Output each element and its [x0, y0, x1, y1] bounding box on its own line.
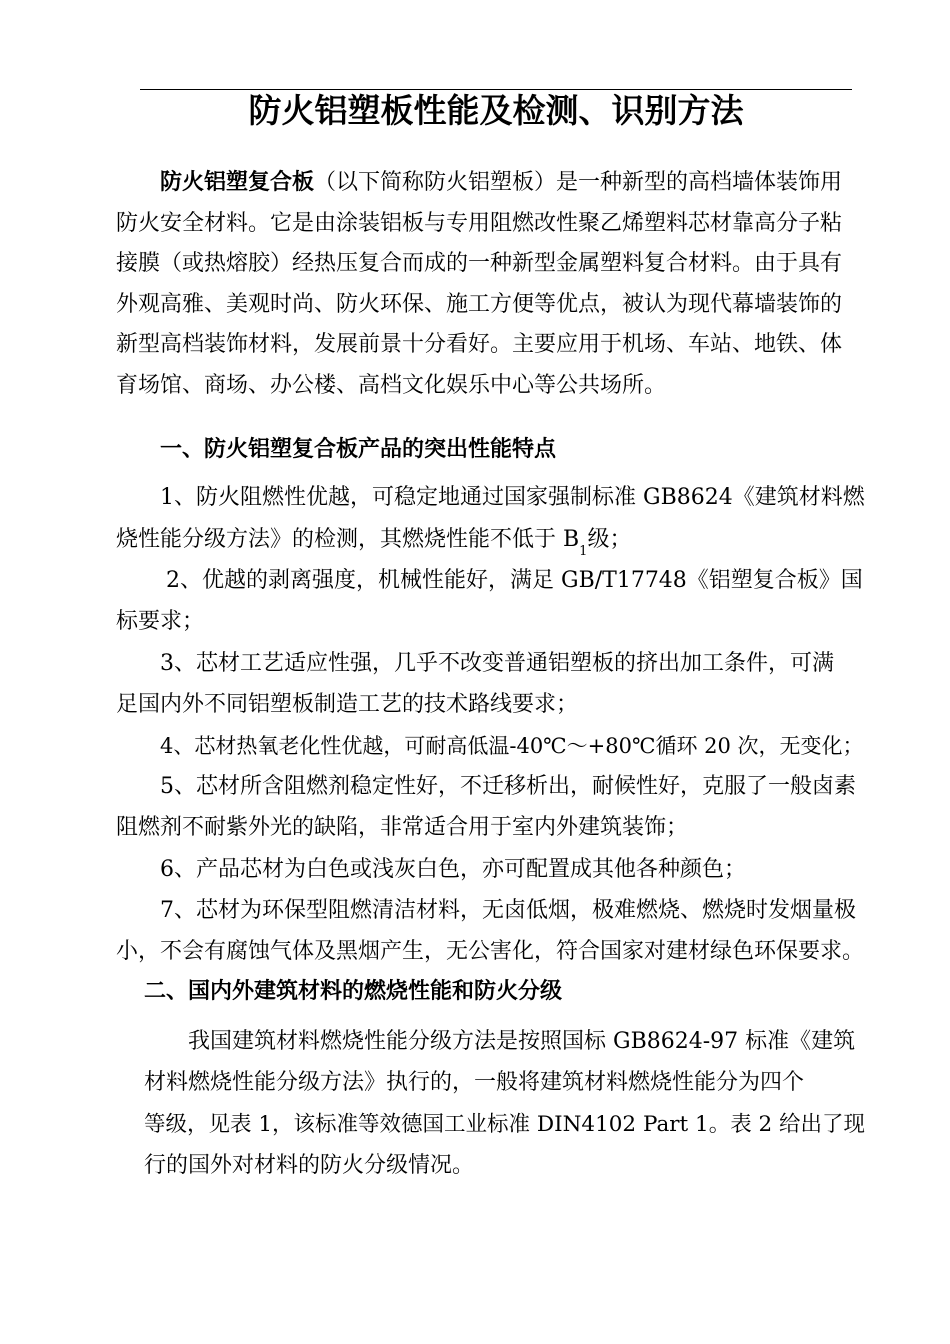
item-6-line-1: 6、产品芯材为白色或浅灰白色，亦可配置成其他各种颜色；: [160, 857, 746, 882]
item-4-line-1: 4、芯材热氧老化性优越，可耐高低温-40℃～+80℃循环 20 次，无变化；: [160, 734, 864, 758]
item-5-line-1: 5、芯材所含阻燃剂稳定性好，不迁移析出，耐候性好，克服了一般卤素: [160, 774, 856, 799]
section-2-line-2: 材料燃烧性能分级方法》执行的，一般将建筑材料燃烧性能分为四个: [144, 1070, 805, 1095]
intro-line-5: 新型高档装饰材料，发展前景十分看好。主要应用于机场、车站、地铁、体: [116, 332, 843, 357]
intro-lead-term: 防火铝塑复合板: [160, 170, 315, 195]
section-2-heading: 二、国内外建筑材料的燃烧性能和防火分级: [144, 979, 563, 1004]
intro-line-4: 外观高雅、美观时尚、防火环保、施工方便等优点，被认为现代幕墙装饰的: [116, 292, 843, 317]
intro-line-6: 育场馆、商场、办公楼、高档文化娱乐中心等公共场所。: [116, 373, 667, 398]
section-1-heading: 一、防火铝塑复合板产品的突出性能特点: [160, 437, 557, 462]
item-1-line-2-text: 烧性能分级方法》的检测，其燃烧性能不低于 B: [116, 527, 580, 552]
intro-line-2: 防火安全材料。它是由涂装铝板与专用阻燃改性聚乙烯塑料芯材靠高分子粘: [116, 211, 843, 236]
item-1-line-1: 1、防火阻燃性优越，可稳定地通过国家强制标准 GB8624《建筑材料燃: [160, 485, 865, 510]
item-2-line-2: 标要求；: [116, 609, 205, 634]
subscript-1: 1: [579, 544, 588, 559]
item-1-line-2-end: 级；: [587, 527, 632, 552]
item-1-line-2: [116, 526, 632, 559]
intro-line-3: 接膜（或热熔胶）经热压复合而成的一种新型金属塑料复合材料。由于具有: [116, 251, 843, 276]
item-7-line-2: 小，不会有腐蚀气体及黑烟产生，无公害化，符合国家对建材绿色环保要求。: [116, 939, 865, 964]
item-3-line-1: 3、芯材工艺适应性强，几乎不改变普通铝塑板的挤出加工条件，可满: [160, 651, 834, 676]
item-5-line-2: 阻燃剂不耐紫外光的缺陷，非常适合用于室内外建筑装饰；: [116, 815, 689, 840]
section-2-line-3: 等级，见表 1，该标准等效德国工业标准 DIN4102 Part 1。表 2 给出了现: [144, 1112, 866, 1137]
item-7-line-1: 7、芯材为环保型阻燃清洁材料，无卤低烟，极难燃烧、燃烧时发烟量极: [160, 898, 856, 923]
section-2-line-1: 我国建筑材料燃烧性能分级方法是按照国标 GB8624-97 标准《建筑: [188, 1029, 856, 1054]
item-3-line-2: 足国内外不同铝塑板制造工艺的技术路线要求；: [116, 692, 579, 717]
intro-line-1-text: （以下简称防火铝塑板）是一种新型的高档墙体装饰用: [314, 170, 843, 195]
item-2-line-1: 2、优越的剥离强度，机械性能好，满足 GB/T17748《铝塑复合板》国: [166, 568, 863, 593]
section-2-line-4: 行的国外对材料的防火分级情况。: [144, 1153, 475, 1178]
intro-line-1: [160, 169, 842, 197]
document-title: 防火铝塑板性能及检测、识别方法: [248, 91, 744, 130]
